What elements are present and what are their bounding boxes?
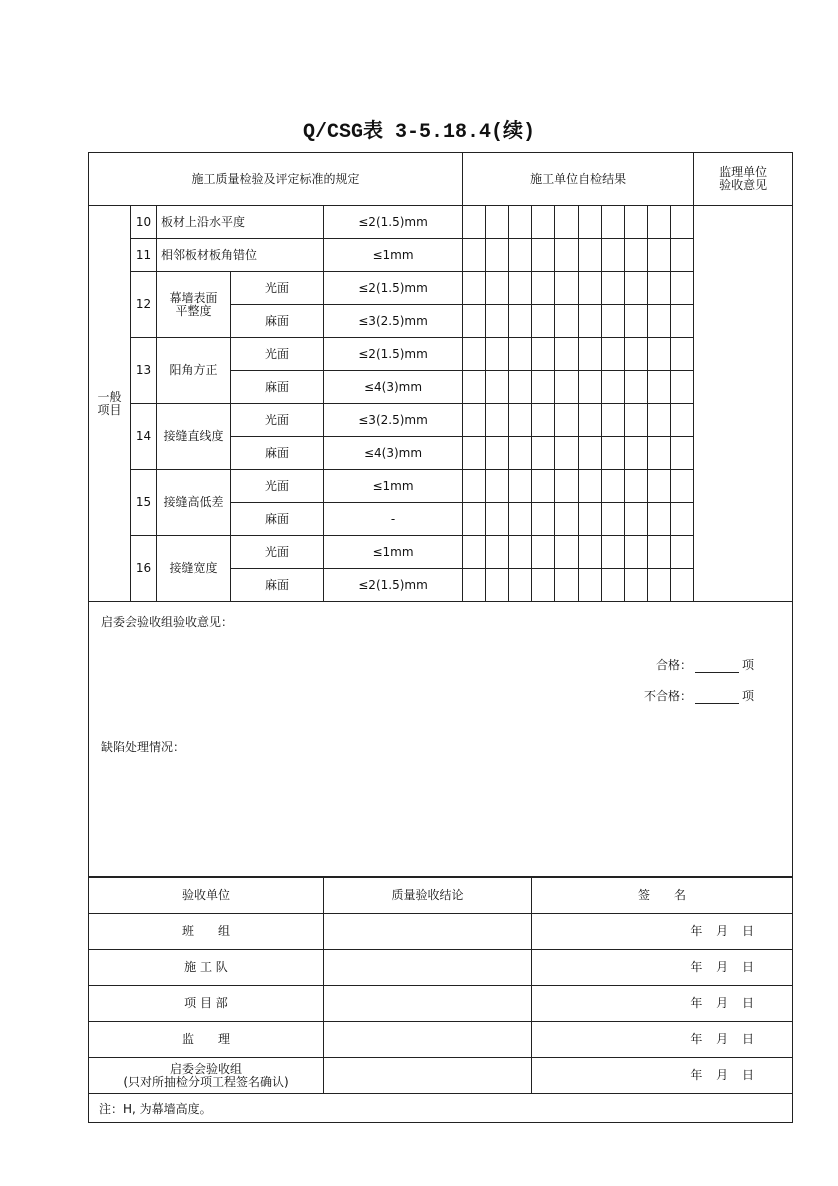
pass-count: 合格： 项 [655,658,754,672]
signature-date[interactable]: 年 月 日 [532,950,793,986]
self-check-cell[interactable] [624,437,647,470]
self-check-cell[interactable] [670,470,693,503]
item-standard: ≤2(1.5)mm [324,272,463,305]
self-check-cell[interactable] [578,371,601,404]
surface-type: 光面 [231,536,324,569]
self-check-cell[interactable] [578,470,601,503]
self-check-cell[interactable] [463,404,486,437]
item-name: 相邻板材板角错位 [157,239,324,272]
signature-row [89,914,793,950]
self-check-cell[interactable] [647,239,670,272]
item-number: 11 [131,239,157,272]
self-check-cell[interactable] [555,239,578,272]
table-row [89,470,793,503]
self-check-cell[interactable] [647,272,670,305]
item-standard: ≤3(2.5)mm [324,305,463,338]
self-check-cell[interactable] [532,305,555,338]
self-check-cell[interactable] [463,536,486,569]
self-check-cell[interactable] [509,371,532,404]
item-name: 板材上沿水平度 [157,206,324,239]
self-check-cell[interactable] [532,536,555,569]
item-standard: ≤2(1.5)mm [324,206,463,239]
self-check-cell[interactable] [624,569,647,602]
self-check-cell[interactable] [601,437,624,470]
inspection-table [88,152,793,602]
self-check-cell[interactable] [624,536,647,569]
self-check-cell[interactable] [509,536,532,569]
self-check-cell[interactable] [670,272,693,305]
self-check-cell[interactable] [509,503,532,536]
self-check-cell[interactable] [601,239,624,272]
self-check-cell[interactable] [647,404,670,437]
item-standard: - [324,503,463,536]
self-check-cell[interactable] [624,272,647,305]
self-check-cell[interactable] [486,272,509,305]
self-check-cell[interactable] [578,272,601,305]
self-check-cell[interactable] [555,437,578,470]
self-check-cell[interactable] [578,404,601,437]
self-check-cell[interactable] [624,206,647,239]
self-check-cell[interactable] [486,470,509,503]
signature-row [89,986,793,1022]
self-check-cell[interactable] [647,470,670,503]
self-check-cell[interactable] [509,338,532,371]
self-check-cell[interactable] [601,206,624,239]
sign-header-conclusion: 质量验收结论 [324,878,532,914]
surface-type: 麻面 [231,569,324,602]
self-check-cell[interactable] [555,536,578,569]
conclusion-cell[interactable] [324,1058,532,1094]
self-check-cell[interactable] [624,239,647,272]
surface-type: 光面 [231,470,324,503]
self-check-cell[interactable] [486,305,509,338]
sign-unit: 施 工 队 [89,950,324,986]
self-check-cell[interactable] [555,404,578,437]
self-check-cell[interactable] [486,536,509,569]
self-check-cell[interactable] [532,437,555,470]
self-check-cell[interactable] [486,503,509,536]
self-check-cell[interactable] [578,338,601,371]
item-name: 接缝高低差 [157,470,231,536]
self-check-cell[interactable] [647,338,670,371]
self-check-cell[interactable] [578,305,601,338]
self-check-cell[interactable] [463,305,486,338]
self-check-cell[interactable] [670,206,693,239]
self-check-cell[interactable] [601,272,624,305]
self-check-cell[interactable] [601,404,624,437]
self-check-cell[interactable] [647,206,670,239]
self-check-cell[interactable] [578,239,601,272]
self-check-cell[interactable] [601,371,624,404]
fail-count: 不合格： 项 [643,689,754,703]
self-check-cell[interactable] [601,536,624,569]
self-check-cell[interactable] [624,338,647,371]
item-standard: ≤2(1.5)mm [324,569,463,602]
self-check-cell[interactable] [509,404,532,437]
surface-type: 麻面 [231,305,324,338]
self-check-cell[interactable] [624,404,647,437]
self-check-cell[interactable] [463,569,486,602]
pass-count-field[interactable] [695,660,739,673]
supervisor-opinion-cell[interactable] [694,206,793,602]
signature-date[interactable]: 年 月 日 [532,1058,793,1094]
self-check-cell[interactable] [486,338,509,371]
self-check-cell[interactable] [509,206,532,239]
signature-table [88,877,793,1094]
sign-header-unit: 验收单位 [89,878,324,914]
self-check-cell[interactable] [486,404,509,437]
item-standard: ≤1mm [324,239,463,272]
self-check-cell[interactable] [532,338,555,371]
self-check-cell[interactable] [670,305,693,338]
item-standard: ≤4(3)mm [324,437,463,470]
self-check-cell[interactable] [509,569,532,602]
item-name: 接缝直线度 [157,404,231,470]
header-standard: 施工质量检验及评定标准的规定 [89,153,463,206]
table-row [89,239,793,272]
sign-unit: 监 理 [89,1022,324,1058]
item-number: 13 [131,338,157,404]
footnote: 注：H, 为幕墙高度。 [88,1090,793,1123]
self-check-cell[interactable] [532,371,555,404]
self-check-cell[interactable] [647,437,670,470]
conclusion-cell[interactable] [324,914,532,950]
sign-header-signature: 签 名 [532,878,793,914]
self-check-cell[interactable] [624,470,647,503]
signature-row [89,1022,793,1058]
surface-type: 光面 [231,404,324,437]
signature-date[interactable]: 年 月 日 [532,1022,793,1058]
item-standard: ≤1mm [324,470,463,503]
conclusion-cell[interactable] [324,950,532,986]
self-check-cell[interactable] [601,305,624,338]
item-standard: ≤1mm [324,536,463,569]
table-row [89,536,793,569]
self-check-cell[interactable] [486,371,509,404]
self-check-cell[interactable] [486,437,509,470]
item-name: 阳角方正 [157,338,231,404]
surface-type: 光面 [231,338,324,371]
self-check-cell[interactable] [509,305,532,338]
category-general: 一般 项目 [89,206,131,602]
item-name: 幕墙表面 平整度 [157,272,231,338]
self-check-cell[interactable] [463,239,486,272]
surface-type: 麻面 [231,503,324,536]
signature-row [89,1058,793,1094]
sign-unit: 班 组 [89,914,324,950]
item-number: 15 [131,470,157,536]
self-check-cell[interactable] [647,305,670,338]
self-check-cell[interactable] [647,536,670,569]
self-check-cell[interactable] [486,206,509,239]
table-row [89,338,793,371]
item-standard: ≤4(3)mm [324,371,463,404]
self-check-cell[interactable] [463,338,486,371]
self-check-cell[interactable] [463,470,486,503]
self-check-cell[interactable] [463,206,486,239]
self-check-cell[interactable] [578,569,601,602]
self-check-cell[interactable] [463,371,486,404]
self-check-cell[interactable] [532,239,555,272]
self-check-cell[interactable] [670,503,693,536]
surface-type: 麻面 [231,371,324,404]
sign-unit: 启委会验收组 (只对所抽检分项工程签名确认) [89,1058,324,1094]
self-check-cell[interactable] [463,437,486,470]
surface-type: 麻面 [231,437,324,470]
self-check-cell[interactable] [601,470,624,503]
table-row [89,206,793,239]
self-check-cell[interactable] [624,305,647,338]
self-check-cell[interactable] [624,371,647,404]
defect-label: 缺陷处理情况： [101,740,186,754]
self-check-cell[interactable] [532,272,555,305]
self-check-cell[interactable] [555,305,578,338]
self-check-cell[interactable] [647,569,670,602]
self-check-cell[interactable] [670,371,693,404]
item-number: 12 [131,272,157,338]
item-standard: ≤2(1.5)mm [324,338,463,371]
item-number: 16 [131,536,157,602]
self-check-cell[interactable] [670,338,693,371]
page-title: Q/CSG表 3-5.18.4(续) [302,121,536,144]
self-check-cell[interactable] [647,371,670,404]
self-check-cell[interactable] [509,470,532,503]
self-check-cell[interactable] [509,239,532,272]
surface-type: 光面 [231,272,324,305]
item-number: 14 [131,404,157,470]
self-check-cell[interactable] [555,206,578,239]
self-check-cell[interactable] [509,437,532,470]
self-check-cell[interactable] [463,503,486,536]
self-check-cell[interactable] [555,272,578,305]
self-check-cell[interactable] [463,272,486,305]
self-check-cell[interactable] [578,437,601,470]
item-name: 接缝宽度 [157,536,231,602]
conclusion-cell[interactable] [324,986,532,1022]
self-check-cell[interactable] [578,536,601,569]
self-check-cell[interactable] [670,437,693,470]
self-check-cell[interactable] [578,206,601,239]
self-check-cell[interactable] [624,503,647,536]
signature-row [89,950,793,986]
item-standard: ≤3(2.5)mm [324,404,463,437]
self-check-cell[interactable] [532,404,555,437]
self-check-cell[interactable] [601,338,624,371]
self-check-cell[interactable] [670,239,693,272]
self-check-cell[interactable] [532,206,555,239]
table-row [89,404,793,437]
self-check-cell[interactable] [555,371,578,404]
self-check-cell[interactable] [532,503,555,536]
table-row [89,272,793,305]
self-check-cell[interactable] [601,503,624,536]
item-number: 10 [131,206,157,239]
self-check-cell[interactable] [555,503,578,536]
fail-count-field[interactable] [695,691,739,704]
signature-date[interactable]: 年 月 日 [532,914,793,950]
self-check-cell[interactable] [670,536,693,569]
self-check-cell[interactable] [555,338,578,371]
self-check-cell[interactable] [647,503,670,536]
signature-date[interactable]: 年 月 日 [532,986,793,1022]
self-check-cell[interactable] [578,503,601,536]
self-check-cell[interactable] [486,569,509,602]
self-check-cell[interactable] [532,569,555,602]
self-check-cell[interactable] [555,470,578,503]
opinion-title: 启委会验收组验收意见： [101,615,234,629]
self-check-cell[interactable] [486,239,509,272]
self-check-cell[interactable] [670,404,693,437]
self-check-cell[interactable] [532,470,555,503]
header-self-check: 施工单位自检结果 [463,153,694,206]
self-check-cell[interactable] [555,569,578,602]
self-check-cell[interactable] [601,569,624,602]
self-check-cell[interactable] [670,569,693,602]
conclusion-cell[interactable] [324,1022,532,1058]
acceptance-opinion-section [88,600,793,877]
sign-unit: 项 目 部 [89,986,324,1022]
header-supervisor: 监理单位 验收意见 [694,153,793,206]
self-check-cell[interactable] [509,272,532,305]
